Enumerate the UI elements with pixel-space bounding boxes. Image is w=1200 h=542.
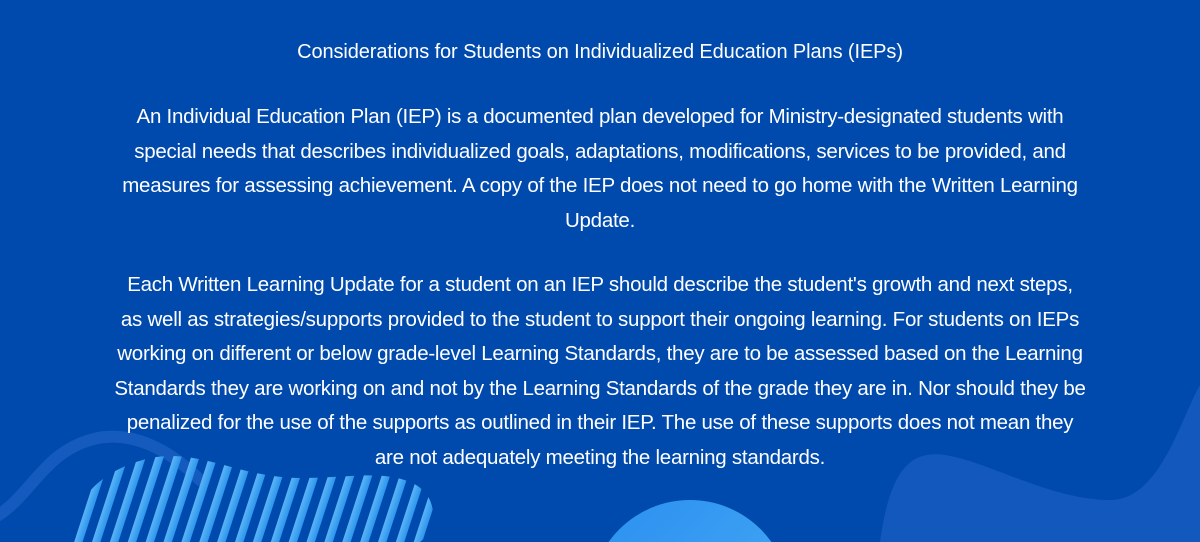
paragraph-line: An Individual Education Plan (IEP) is a documented plan developed for Ministry-designated students with: [136, 105, 1064, 128]
page-title: Considerations for Students on Individualized Education Plans (IEPs): [297, 41, 903, 63]
paragraph-line: measures for assessing achievement. A copy of the IEP does not need to go home with the Written Learning: [122, 174, 1078, 197]
paragraph-line: working on different or below grade-level Learning Standards, they are to be assessed based on the Learning: [117, 342, 1083, 365]
paragraph-line: special needs that describes individualized goals, adaptations, modifications, services to be provided, and: [134, 139, 1066, 163]
paragraph-line: Standards they are working on and not by the Learning Standards of the grade they are in. Nor should they be: [114, 376, 1086, 400]
paragraph-line: are not adequately meeting the learning standards.: [374, 445, 826, 469]
paragraph-line: Each Written Learning Update for a student on an IEP should describe the student's growth and next steps,: [127, 273, 1073, 296]
paragraph-line: penalized for the use of the supports as outlined in their IEP. The use of these supports does not mean they: [126, 411, 1074, 434]
paragraph-line: Update.: [564, 208, 636, 232]
paragraph-iep-definition: [0, 100, 1200, 238]
paragraph-written-learning-update: [0, 268, 1200, 475]
circle-decoration: [590, 500, 790, 542]
paragraph-line: as well as strategies/supports provided to the student to support their ongoing learning. For students on IEPs: [120, 307, 1080, 331]
